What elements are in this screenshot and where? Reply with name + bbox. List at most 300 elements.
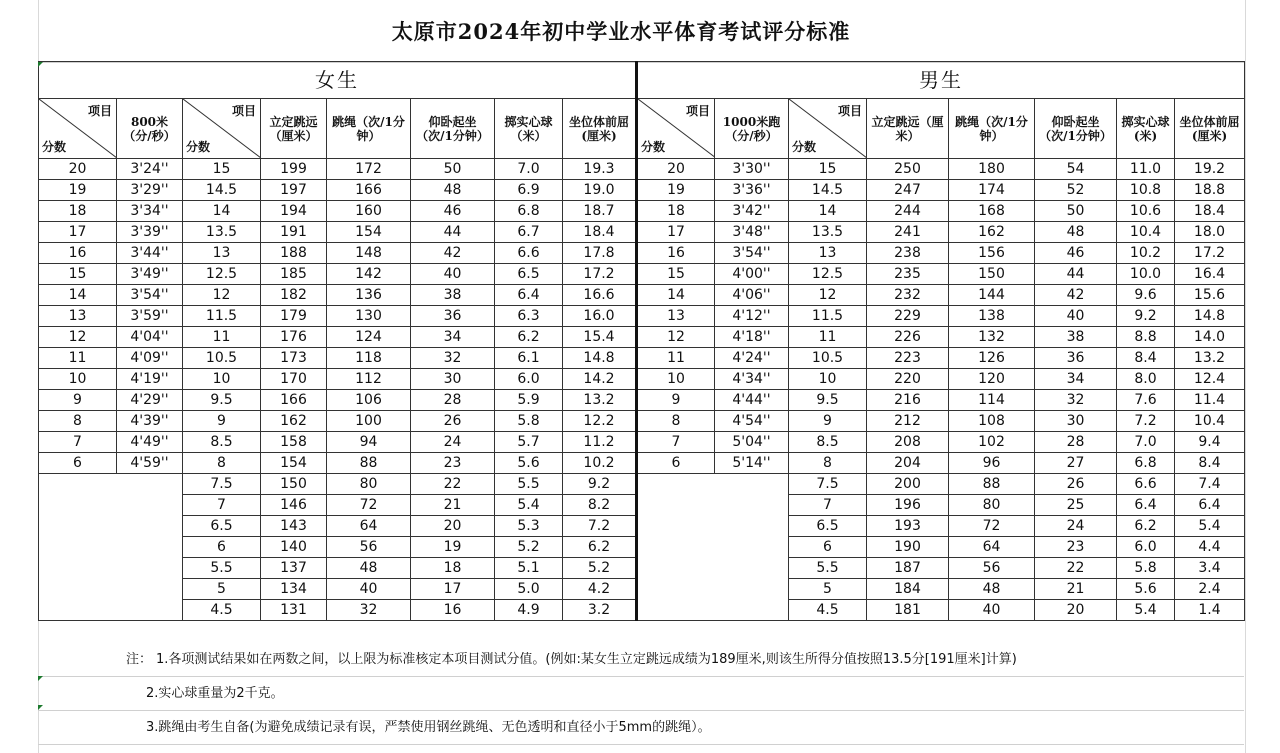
male-situp-cell: 46 [1035, 243, 1117, 264]
male-score-cell: 13.5 [789, 222, 867, 243]
male-run-time-cell: 3'36'' [715, 180, 789, 201]
male-score-cell: 11 [789, 327, 867, 348]
female-reach-cell: 15.4 [563, 327, 637, 348]
male-ball-cell: 7.0 [1117, 432, 1175, 453]
male-jump-cell: 235 [867, 264, 949, 285]
female-run-time-cell: 4'04'' [117, 327, 183, 348]
table-row [39, 390, 1245, 411]
note-1 [38, 643, 1244, 677]
male-rope-cell: 162 [949, 222, 1035, 243]
male-jump-cell: 250 [867, 159, 949, 180]
male-jump-cell: 181 [867, 600, 949, 621]
male-run-score-cell: 14 [637, 285, 715, 306]
female-jump-cell: 154 [261, 453, 327, 474]
male-rope-cell: 72 [949, 516, 1035, 537]
male-reach-header: 坐位体前屈(厘米) [1175, 99, 1245, 159]
female-jump-cell: 194 [261, 201, 327, 222]
male-reach-cell: 1.4 [1175, 600, 1245, 621]
male-run-time-cell: 3'54'' [715, 243, 789, 264]
female-reach-cell: 6.2 [563, 537, 637, 558]
male-situp-cell: 36 [1035, 348, 1117, 369]
table-row [39, 306, 1245, 327]
female-score-cell: 5.5 [183, 558, 261, 579]
male-rope-cell: 102 [949, 432, 1035, 453]
item-label: 项目 [837, 104, 862, 118]
male-reach-cell: 19.2 [1175, 159, 1245, 180]
male-rope-header: 跳绳（次/1分钟） [949, 99, 1035, 159]
male-reach-cell: 16.4 [1175, 264, 1245, 285]
female-situp-cell: 28 [411, 390, 495, 411]
female-run-score-cell: 13 [39, 306, 117, 327]
male-rope-cell: 126 [949, 348, 1035, 369]
male-run-time-cell: 3'42'' [715, 201, 789, 222]
table-row [39, 348, 1245, 369]
female-reach-cell: 16.6 [563, 285, 637, 306]
female-jump-cell: 197 [261, 180, 327, 201]
female-rope-cell: 94 [327, 432, 411, 453]
female-situp-cell: 21 [411, 495, 495, 516]
male-rope-cell: 56 [949, 558, 1035, 579]
female-ball-cell: 6.8 [495, 201, 563, 222]
female-reach-cell: 18.7 [563, 201, 637, 222]
column-header-row [39, 99, 1245, 159]
male-reach-cell: 11.4 [1175, 390, 1245, 411]
female-ball-cell: 4.9 [495, 600, 563, 621]
male-jump-cell: 184 [867, 579, 949, 600]
female-run-score-cell: 10 [39, 369, 117, 390]
male-run-score-cell: 17 [637, 222, 715, 243]
male-run-time-cell: 4'00'' [715, 264, 789, 285]
female-situp-cell: 23 [411, 453, 495, 474]
male-reach-cell: 18.8 [1175, 180, 1245, 201]
female-rope-cell: 32 [327, 600, 411, 621]
male-rope-cell: 96 [949, 453, 1035, 474]
male-rope-cell: 64 [949, 537, 1035, 558]
male-rope-cell: 144 [949, 285, 1035, 306]
female-ball-cell: 6.9 [495, 180, 563, 201]
male-reach-cell: 4.4 [1175, 537, 1245, 558]
female-score-cell: 13.5 [183, 222, 261, 243]
female-ball-cell: 6.0 [495, 369, 563, 390]
male-run-score-cell: 9 [637, 390, 715, 411]
male-reach-cell: 12.4 [1175, 369, 1245, 390]
male-score-cell: 12.5 [789, 264, 867, 285]
female-run-time-cell: 3'29'' [117, 180, 183, 201]
female-ball-header: 掷实心球（米） [495, 99, 563, 159]
female-reach-cell: 7.2 [563, 516, 637, 537]
female-run-time-cell: 3'59'' [117, 306, 183, 327]
table-row [39, 432, 1245, 453]
score-label: 分数 [42, 140, 67, 154]
female-reach-cell: 11.2 [563, 432, 637, 453]
score-label: 分数 [186, 140, 211, 154]
table-row [39, 411, 1245, 432]
female-situp-cell: 22 [411, 474, 495, 495]
male-situp-cell: 32 [1035, 390, 1117, 411]
female-score-cell: 7.5 [183, 474, 261, 495]
female-score-cell: 7 [183, 495, 261, 516]
table-row [39, 285, 1245, 306]
female-jump-cell: 158 [261, 432, 327, 453]
male-score-cell: 7.5 [789, 474, 867, 495]
female-rope-cell: 160 [327, 201, 411, 222]
female-rope-cell: 148 [327, 243, 411, 264]
female-rope-cell: 118 [327, 348, 411, 369]
female-reach-cell: 19.3 [563, 159, 637, 180]
female-run-time-cell: 4'09'' [117, 348, 183, 369]
female-ball-cell: 6.6 [495, 243, 563, 264]
female-score-cell: 12 [183, 285, 261, 306]
male-run-time-cell: 3'30'' [715, 159, 789, 180]
female-jump-cell: 191 [261, 222, 327, 243]
male-jump-cell: 232 [867, 285, 949, 306]
male-reach-cell: 15.6 [1175, 285, 1245, 306]
male-rope-cell: 138 [949, 306, 1035, 327]
note-3: 3.跳绳由考生自备(为避免成绩记录有误，严禁使用钢丝跳绳、无色透明和直径小于5mm的跳绳）。 [38, 711, 1244, 745]
male-situp-cell: 23 [1035, 537, 1117, 558]
male-header: 男生 [637, 62, 1245, 99]
male-score-cell: 10.5 [789, 348, 867, 369]
male-rope-cell: 180 [949, 159, 1035, 180]
male-reach-cell: 10.4 [1175, 411, 1245, 432]
male-jump-cell: 216 [867, 390, 949, 411]
female-run-time-cell: 4'49'' [117, 432, 183, 453]
female-ball-cell: 6.5 [495, 264, 563, 285]
male-ball-cell: 6.2 [1117, 516, 1175, 537]
female-run-time-cell: 4'59'' [117, 453, 183, 474]
female-reach-cell: 5.2 [563, 558, 637, 579]
female-rope-cell: 48 [327, 558, 411, 579]
male-reach-cell: 3.4 [1175, 558, 1245, 579]
female-ball-cell: 5.2 [495, 537, 563, 558]
female-run-score-cell: 12 [39, 327, 117, 348]
male-rope-cell: 88 [949, 474, 1035, 495]
male-item-score-header [637, 99, 715, 159]
male-jump-cell: 196 [867, 495, 949, 516]
female-run-time-cell: 3'54'' [117, 285, 183, 306]
female-situp-cell: 18 [411, 558, 495, 579]
female-reach-cell: 14.8 [563, 348, 637, 369]
male-ball-cell: 5.4 [1117, 600, 1175, 621]
table-row [39, 474, 1245, 495]
male-situp-cell: 21 [1035, 579, 1117, 600]
female-run-time-cell: 3'39'' [117, 222, 183, 243]
male-rope-cell: 114 [949, 390, 1035, 411]
title-row [38, 0, 1244, 63]
male-reach-cell: 14.8 [1175, 306, 1245, 327]
male-run-score-cell: 7 [637, 432, 715, 453]
female-reach-cell: 17.8 [563, 243, 637, 264]
male-run-score-cell: 19 [637, 180, 715, 201]
male-reach-cell: 9.4 [1175, 432, 1245, 453]
male-situp-cell: 22 [1035, 558, 1117, 579]
male-ball-cell: 10.2 [1117, 243, 1175, 264]
gender-row [39, 62, 1245, 99]
female-situp-cell: 17 [411, 579, 495, 600]
male-situp-cell: 54 [1035, 159, 1117, 180]
female-ball-cell: 5.7 [495, 432, 563, 453]
female-ball-cell: 5.1 [495, 558, 563, 579]
male-situp-cell: 34 [1035, 369, 1117, 390]
table-row [39, 453, 1245, 474]
female-ball-cell: 6.7 [495, 222, 563, 243]
female-ball-cell: 5.9 [495, 390, 563, 411]
female-run-time-cell: 4'39'' [117, 411, 183, 432]
note-2: 2.实心球重量为2千克。 [38, 677, 1244, 711]
male-situp-cell: 44 [1035, 264, 1117, 285]
male-ball-cell: 8.0 [1117, 369, 1175, 390]
female-jump-cell: 173 [261, 348, 327, 369]
male-blank-area [637, 474, 789, 621]
male-reach-cell: 6.4 [1175, 495, 1245, 516]
male-run-score-cell: 15 [637, 264, 715, 285]
male-score-cell: 6 [789, 537, 867, 558]
male-situp-cell: 28 [1035, 432, 1117, 453]
female-rope-cell: 106 [327, 390, 411, 411]
female-jump-cell: 199 [261, 159, 327, 180]
male-run-time-cell: 5'14'' [715, 453, 789, 474]
notes-section [38, 643, 1244, 745]
female-item-score-header [39, 99, 117, 159]
female-item-score-header [183, 99, 261, 159]
female-situp-cell: 16 [411, 600, 495, 621]
female-reach-cell: 16.0 [563, 306, 637, 327]
female-score-cell: 5 [183, 579, 261, 600]
male-jump-cell: 190 [867, 537, 949, 558]
female-reach-cell: 18.4 [563, 222, 637, 243]
female-reach-cell: 17.2 [563, 264, 637, 285]
female-situp-cell: 38 [411, 285, 495, 306]
male-score-cell: 10 [789, 369, 867, 390]
male-ball-cell: 5.8 [1117, 558, 1175, 579]
female-run-score-cell: 11 [39, 348, 117, 369]
male-rope-cell: 108 [949, 411, 1035, 432]
female-jump-cell: 131 [261, 600, 327, 621]
female-run-score-cell: 19 [39, 180, 117, 201]
male-run-time-cell: 4'44'' [715, 390, 789, 411]
male-jump-cell: 247 [867, 180, 949, 201]
male-ball-cell: 6.4 [1117, 495, 1175, 516]
male-score-cell: 6.5 [789, 516, 867, 537]
female-jump-cell: 134 [261, 579, 327, 600]
female-run-score-cell: 20 [39, 159, 117, 180]
female-score-cell: 14 [183, 201, 261, 222]
male-run-time-cell: 4'18'' [715, 327, 789, 348]
male-ball-cell: 10.6 [1117, 201, 1175, 222]
female-run-time-cell: 4'19'' [117, 369, 183, 390]
female-run-score-cell: 16 [39, 243, 117, 264]
female-jump-cell: 179 [261, 306, 327, 327]
male-situp-cell: 50 [1035, 201, 1117, 222]
female-run-time-cell: 4'29'' [117, 390, 183, 411]
male-score-cell: 15 [789, 159, 867, 180]
table-row [39, 327, 1245, 348]
female-rope-cell: 56 [327, 537, 411, 558]
female-rope-cell: 100 [327, 411, 411, 432]
female-situp-cell: 46 [411, 201, 495, 222]
male-ball-cell: 7.2 [1117, 411, 1175, 432]
female-rope-cell: 154 [327, 222, 411, 243]
male-run-score-cell: 11 [637, 348, 715, 369]
male-situp-cell: 24 [1035, 516, 1117, 537]
male-run-score-cell: 10 [637, 369, 715, 390]
score-label: 分数 [792, 140, 817, 154]
male-reach-cell: 17.2 [1175, 243, 1245, 264]
female-run-time-cell: 3'44'' [117, 243, 183, 264]
female-ball-cell: 5.8 [495, 411, 563, 432]
female-run-score-cell: 17 [39, 222, 117, 243]
male-reach-cell: 18.4 [1175, 201, 1245, 222]
male-rope-cell: 156 [949, 243, 1035, 264]
female-jump-cell: 176 [261, 327, 327, 348]
male-rope-cell: 48 [949, 579, 1035, 600]
male-score-cell: 13 [789, 243, 867, 264]
male-ball-cell: 5.6 [1117, 579, 1175, 600]
female-header: 女生 [39, 62, 637, 99]
female-rope-cell: 142 [327, 264, 411, 285]
male-score-cell: 5 [789, 579, 867, 600]
male-rope-cell: 150 [949, 264, 1035, 285]
female-score-cell: 11 [183, 327, 261, 348]
female-situp-cell: 19 [411, 537, 495, 558]
female-run-header: 800米（分/秒） [117, 99, 183, 159]
female-situp-cell: 32 [411, 348, 495, 369]
female-score-cell: 12.5 [183, 264, 261, 285]
female-reach-cell: 9.2 [563, 474, 637, 495]
male-jump-cell: 229 [867, 306, 949, 327]
female-jump-cell: 188 [261, 243, 327, 264]
female-ball-cell: 5.0 [495, 579, 563, 600]
female-situp-cell: 48 [411, 180, 495, 201]
male-situp-cell: 38 [1035, 327, 1117, 348]
male-ball-cell: 7.6 [1117, 390, 1175, 411]
female-run-score-cell: 18 [39, 201, 117, 222]
male-run-score-cell: 18 [637, 201, 715, 222]
male-ball-cell: 11.0 [1117, 159, 1175, 180]
male-jump-cell: 244 [867, 201, 949, 222]
cell-marker [38, 62, 43, 67]
female-rope-cell: 40 [327, 579, 411, 600]
male-score-cell: 5.5 [789, 558, 867, 579]
male-score-cell: 8 [789, 453, 867, 474]
female-jump-cell: 185 [261, 264, 327, 285]
female-jump-cell: 166 [261, 390, 327, 411]
male-score-cell: 4.5 [789, 600, 867, 621]
male-situp-cell: 42 [1035, 285, 1117, 306]
female-jump-header: 立定跳远（厘米） [261, 99, 327, 159]
male-jump-cell: 220 [867, 369, 949, 390]
female-ball-cell: 5.5 [495, 474, 563, 495]
item-label: 项目 [685, 104, 710, 118]
cell-marker [38, 676, 43, 681]
male-run-time-cell: 3'48'' [715, 222, 789, 243]
male-rope-cell: 132 [949, 327, 1035, 348]
female-situp-cell: 50 [411, 159, 495, 180]
female-rope-cell: 72 [327, 495, 411, 516]
male-ball-cell: 8.8 [1117, 327, 1175, 348]
note-label: 注： [126, 652, 153, 667]
female-score-cell: 8.5 [183, 432, 261, 453]
male-ball-cell: 10.4 [1117, 222, 1175, 243]
male-rope-cell: 120 [949, 369, 1035, 390]
male-reach-cell: 14.0 [1175, 327, 1245, 348]
female-situp-cell: 36 [411, 306, 495, 327]
female-run-time-cell: 3'49'' [117, 264, 183, 285]
table-row [39, 369, 1245, 390]
male-run-time-cell: 4'34'' [715, 369, 789, 390]
male-score-cell: 14.5 [789, 180, 867, 201]
table-row [39, 180, 1245, 201]
male-score-cell: 11.5 [789, 306, 867, 327]
male-reach-cell: 2.4 [1175, 579, 1245, 600]
male-situp-cell: 27 [1035, 453, 1117, 474]
female-reach-cell: 4.2 [563, 579, 637, 600]
male-ball-cell: 10.8 [1117, 180, 1175, 201]
female-run-score-cell: 9 [39, 390, 117, 411]
female-reach-cell: 19.0 [563, 180, 637, 201]
male-rope-cell: 80 [949, 495, 1035, 516]
male-situp-cell: 52 [1035, 180, 1117, 201]
male-run-time-cell: 4'12'' [715, 306, 789, 327]
male-rope-cell: 168 [949, 201, 1035, 222]
male-score-cell: 9.5 [789, 390, 867, 411]
male-run-score-cell: 12 [637, 327, 715, 348]
female-ball-cell: 5.6 [495, 453, 563, 474]
female-situp-cell: 30 [411, 369, 495, 390]
female-jump-cell: 150 [261, 474, 327, 495]
male-situp-header: 仰卧起坐（次/1分钟） [1035, 99, 1117, 159]
male-situp-cell: 25 [1035, 495, 1117, 516]
female-rope-cell: 124 [327, 327, 411, 348]
male-score-cell: 7 [789, 495, 867, 516]
female-situp-cell: 24 [411, 432, 495, 453]
female-score-cell: 4.5 [183, 600, 261, 621]
female-score-cell: 11.5 [183, 306, 261, 327]
female-score-cell: 10.5 [183, 348, 261, 369]
male-rope-cell: 174 [949, 180, 1035, 201]
female-run-time-cell: 3'34'' [117, 201, 183, 222]
female-score-cell: 9.5 [183, 390, 261, 411]
male-jump-cell: 200 [867, 474, 949, 495]
item-label: 项目 [231, 104, 256, 118]
female-score-cell: 8 [183, 453, 261, 474]
female-score-cell: 10 [183, 369, 261, 390]
female-score-cell: 14.5 [183, 180, 261, 201]
male-ball-cell: 8.4 [1117, 348, 1175, 369]
table-row [39, 159, 1245, 180]
male-reach-cell: 13.2 [1175, 348, 1245, 369]
male-jump-cell: 226 [867, 327, 949, 348]
female-run-score-cell: 8 [39, 411, 117, 432]
male-situp-cell: 40 [1035, 306, 1117, 327]
male-jump-cell: 187 [867, 558, 949, 579]
female-jump-cell: 162 [261, 411, 327, 432]
male-run-header: 1000米跑（分/秒） [715, 99, 789, 159]
female-situp-cell: 40 [411, 264, 495, 285]
female-reach-cell: 10.2 [563, 453, 637, 474]
female-rope-cell: 64 [327, 516, 411, 537]
female-run-time-cell: 3'24'' [117, 159, 183, 180]
female-ball-cell: 5.3 [495, 516, 563, 537]
male-jump-cell: 204 [867, 453, 949, 474]
female-rope-header: 跳绳（次/1分钟） [327, 99, 411, 159]
male-run-time-cell: 4'06'' [715, 285, 789, 306]
female-jump-cell: 143 [261, 516, 327, 537]
female-situp-header: 仰卧起坐（次/1分钟） [411, 99, 495, 159]
table-row [39, 222, 1245, 243]
female-blank-area [39, 474, 183, 621]
female-rope-cell: 172 [327, 159, 411, 180]
